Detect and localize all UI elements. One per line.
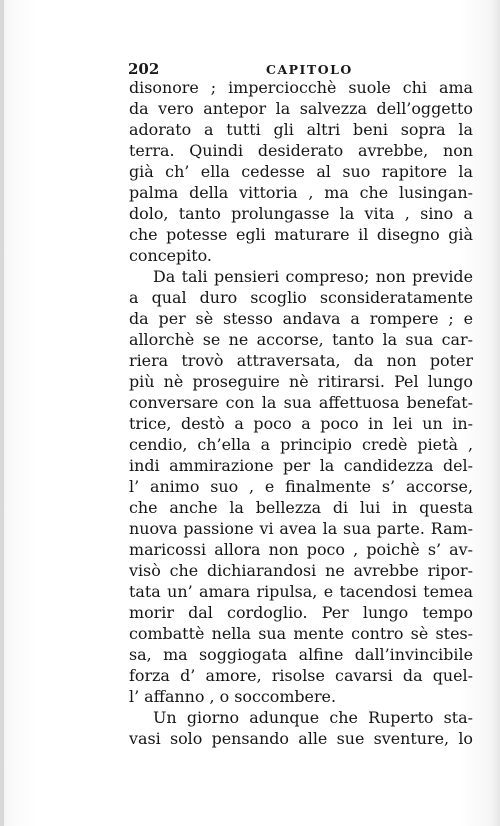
text-line: indi ammirazione per la candidezza del- <box>129 456 473 476</box>
body-text <box>129 77 473 750</box>
text-line: combattè nella sua mente contro sè stes- <box>129 624 473 644</box>
binding-shadow <box>0 0 4 826</box>
text-line: palma della vittoria , ma che lusingan- <box>129 183 473 203</box>
text-line: concepito. <box>129 246 212 266</box>
text-line: sa, ma soggiogata alfine dall’invincibile <box>129 645 473 665</box>
text-line: cendio, ch’ella a principio credè pietà , <box>129 435 473 455</box>
text-line: dolo, tanto prolungasse la vita , sino a <box>129 204 473 224</box>
text-line: riera trovò attraversata, da non poter <box>129 351 473 371</box>
text-line: Da tali pensieri compreso; non previde <box>153 267 473 287</box>
text-line: che anche la bellezza di lui in questa <box>129 498 473 518</box>
text-line: nuova passione vi avea la sua parte. Ram- <box>129 519 473 539</box>
text-line: allorchè se ne accorse, tanto la sua car- <box>129 330 473 350</box>
text-line: conversare con la sua affettuosa benefat- <box>129 393 473 413</box>
text-line: terra. Quindi desiderato avrebbe, non <box>129 141 473 161</box>
text-line: vasi solo pensando alle sue sventure, lo <box>129 729 473 749</box>
text-line: l’ affanno , o soccombere. <box>129 687 337 707</box>
text-line: già ch’ ella cedesse al suo rapitore la <box>129 162 473 182</box>
running-head: CAPITOLO <box>266 62 353 77</box>
text-line: l’ animo suo , e finalmente s’ accorse, <box>129 477 473 497</box>
text-line: Un giorno adunque che Ruperto sta- <box>153 708 473 728</box>
text-line: più nè proseguire nè ritirarsi. Pel lungo <box>129 372 473 392</box>
text-line: forza d’ amore, risolse cavarsi da quel- <box>129 666 473 686</box>
text-line: da per sè stesso andava a rompere ; e <box>129 309 473 329</box>
text-line: a qual duro scoglio sconsideratamente <box>129 288 473 308</box>
text-line: da vero antepor la salvezza dell’oggetto <box>129 99 473 119</box>
text-line: tata un’ amara ripulsa, e tacendosi temea <box>129 582 473 602</box>
page-number: 202 <box>128 60 160 78</box>
text-line: trice, destò a poco a poco in lei un in- <box>129 414 473 434</box>
text-line: disonore ; imperciocchè suole chi ama <box>129 78 473 97</box>
text-line: visò che dichiarandosi ne avrebbe ripor- <box>129 561 473 581</box>
text-line: maricossi allora non poco , poichè s’ av- <box>129 540 473 560</box>
text-line: che potesse egli maturare il disegno già <box>129 225 473 245</box>
text-line: morir dal cordoglio. Per lungo tempo <box>129 603 473 623</box>
text-line: adorato a tutti gli altri beni sopra la <box>129 120 473 140</box>
